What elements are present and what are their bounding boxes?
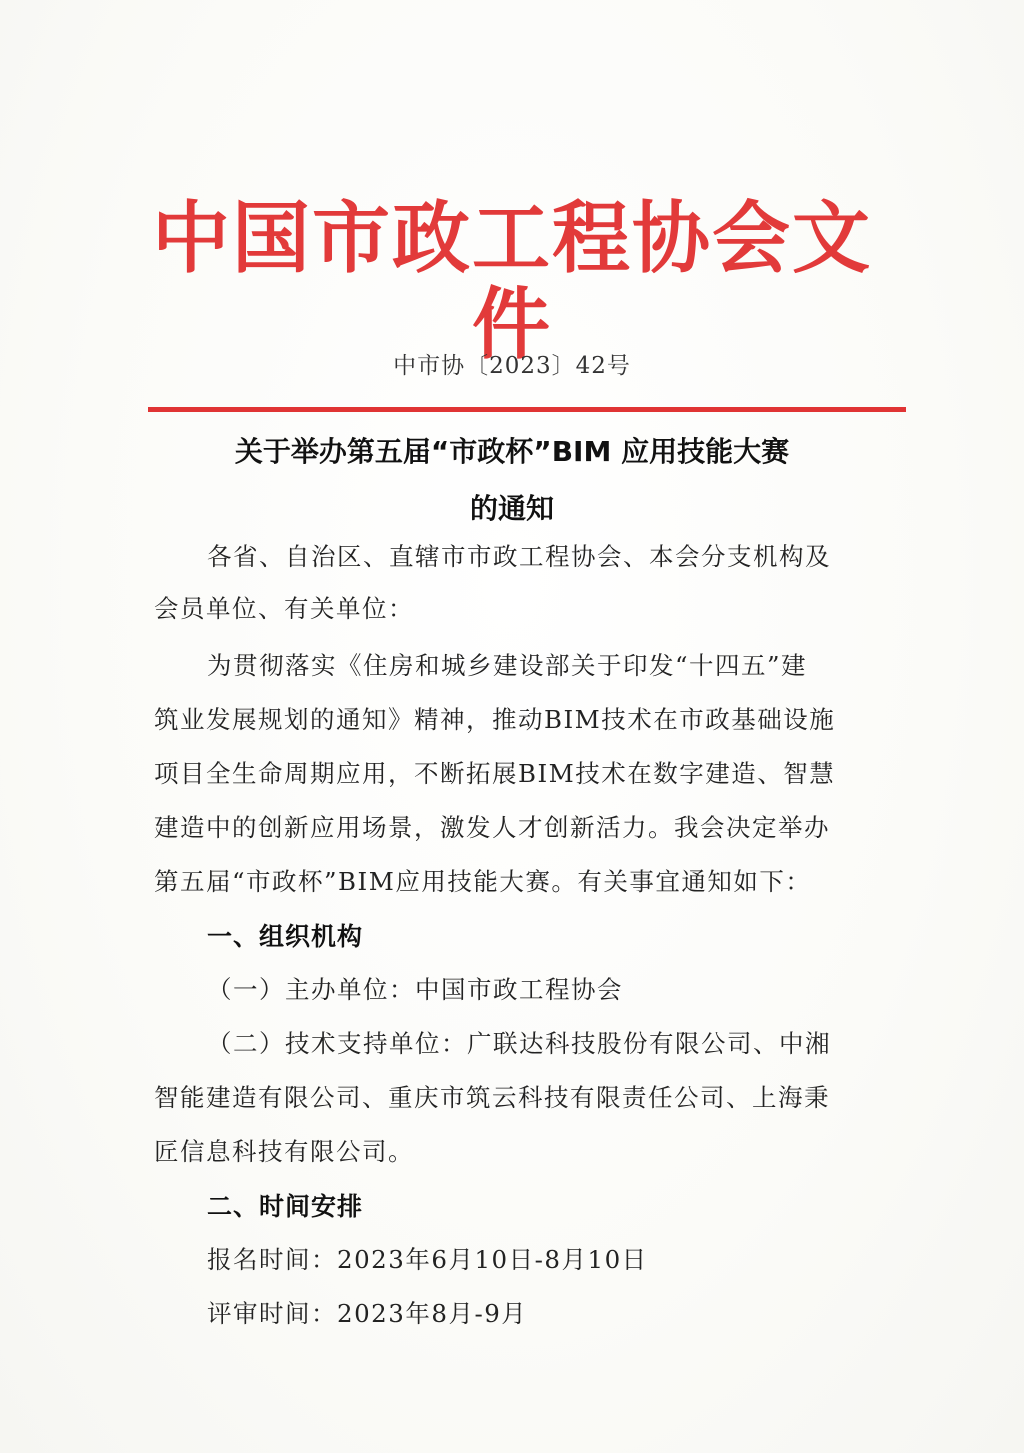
- intro-line: 建造中的创新应用场景，激发人才创新活力。我会决定举办: [154, 813, 830, 842]
- salutation-line1: 各省、自治区、直辖市市政工程协会、本会分支机构及: [207, 542, 831, 571]
- support-line: 智能建造有限公司、重庆市筑云科技有限责任公司、上海秉: [154, 1083, 830, 1112]
- section1-heading: 一、组织机构: [207, 922, 364, 951]
- intro-line: 项目全生命周期应用，不断拓展BIM技术在数字建造、智慧: [154, 759, 836, 788]
- review-time: 评审时间：2023年8月-9月: [207, 1299, 528, 1328]
- organizer-line: （一）主办单位：中国市政工程协会: [207, 975, 623, 1004]
- support-line: （二）技术支持单位：广联达科技股份有限公司、中湘: [207, 1029, 831, 1058]
- salutation-line2: 会员单位、有关单位：: [154, 594, 414, 623]
- registration-time: 报名时间：2023年6月10日-8月10日: [207, 1245, 648, 1274]
- notice-title-line1: 关于举办第五届“市政杯”BIM 应用技能大赛: [234, 435, 790, 468]
- document-number: 中市协〔2023〕42号: [393, 353, 631, 379]
- section2-heading: 二、时间安排: [207, 1192, 364, 1221]
- intro-line: 为贯彻落实《住房和城乡建设部关于印发“十四五”建: [207, 651, 808, 680]
- intro-line: 第五届“市政杯”BIM应用技能大赛。有关事宜通知如下：: [154, 867, 812, 896]
- support-line: 匠信息科技有限公司。: [154, 1137, 414, 1166]
- red-divider-rule: [148, 407, 906, 412]
- notice-title-line2: 的通知: [469, 492, 554, 525]
- org-header-title: 中国市政工程协会文件: [151, 193, 872, 370]
- intro-line: 筑业发展规划的通知》精神，推动BIM技术在市政基础设施: [154, 705, 836, 734]
